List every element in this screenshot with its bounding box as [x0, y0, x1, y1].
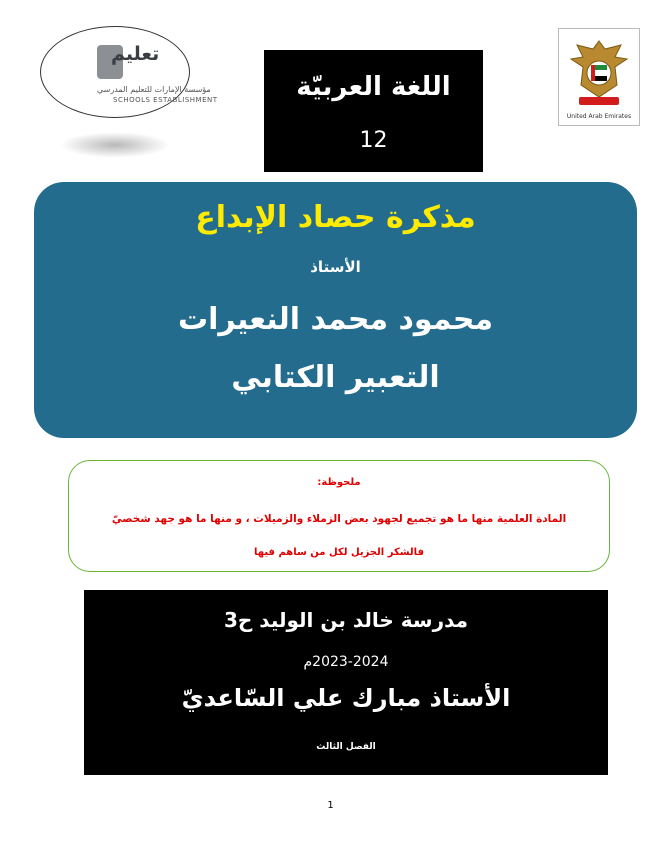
school-name: مدرسة خالد بن الوليد ح3	[223, 608, 469, 632]
banner-title: مذكرة حصاد الإبداع	[195, 200, 476, 235]
school-year: 2023-2024م	[303, 654, 389, 670]
logo-english-line: SCHOOLS ESTABLISHMENT	[113, 96, 218, 104]
tamleem-logo	[40, 26, 218, 118]
teacher-name: محمود محمد النعيرات	[177, 302, 494, 337]
note-box	[68, 460, 610, 572]
school-teacher: الأستاذ مبارك علي السّاعديّ	[181, 684, 511, 712]
note-label: ملحوظة:	[317, 477, 361, 488]
topic-title: التعبير الكتابي	[231, 360, 440, 395]
logo-wordmark: تعليم	[111, 43, 160, 65]
school-box	[84, 590, 608, 775]
subject-title: اللغة العربيّة	[296, 72, 451, 102]
note-line-2: فالشكر الجزيل لكل من ساهم فيها	[253, 547, 424, 558]
title-banner	[34, 182, 637, 438]
teacher-label: الأستاذ	[310, 258, 361, 276]
note-line-1: المادة العلمية منها ما هو تجميع لجهود بعض الزملاء والزميلات ، و منها ما هو جهد شخصيّ	[111, 513, 567, 525]
falcon-emblem-icon	[565, 35, 633, 111]
subject-box	[264, 50, 483, 172]
uae-emblem	[558, 28, 640, 126]
emblem-caption: United Arab Emirates	[566, 113, 632, 120]
page-number: 1	[327, 800, 334, 811]
logo-arabic-line: مؤسسة الإمارات للتعليم المدرسي	[97, 85, 211, 94]
grade-number: 12	[359, 128, 388, 153]
school-term: الفصل الثالث	[316, 742, 376, 752]
logo-shadow	[60, 132, 170, 158]
